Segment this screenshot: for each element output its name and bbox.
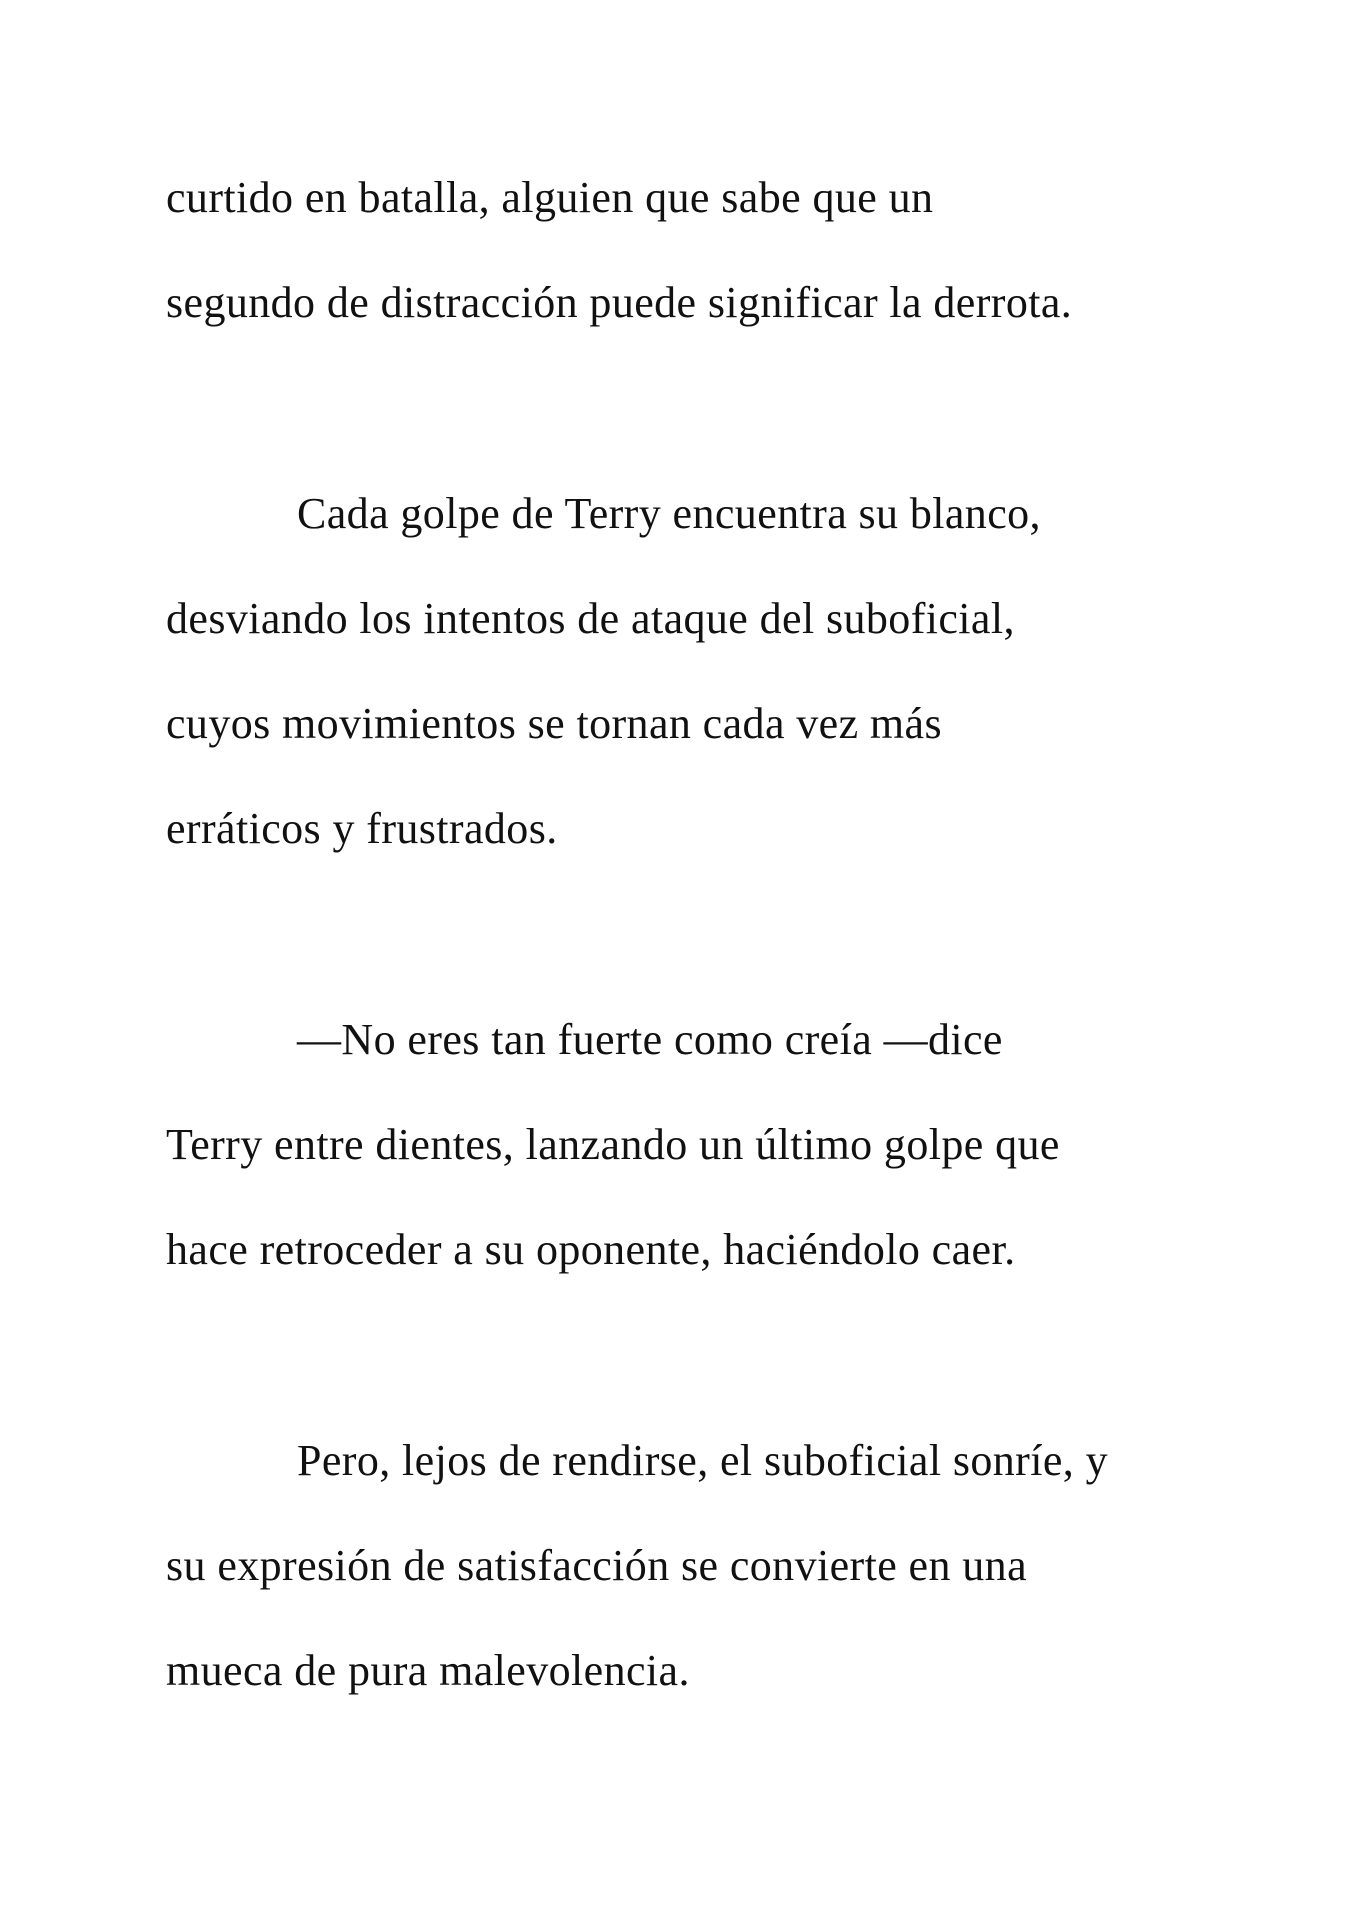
paragraph-line: cuyos movimientos se tornan cada vez más [166,699,943,748]
paragraph-line: mueca de pura malevolencia. [166,1646,690,1695]
paragraph-line: —No eres tan fuerte como creía —dice [297,1015,1003,1064]
paragraph-line: segundo de distracción puede significar la derrota. [166,278,1073,327]
paragraph-line: hace retroceder a su oponente, haciéndolo caer. [166,1225,1016,1274]
paragraph-line: Cada golpe de Terry encuentra su blanco, [297,489,1041,538]
paragraph-line: Terry entre dientes, lanzando un último golpe que [166,1120,1060,1169]
paragraph-line: su expresión de satisfacción se convierte en una [166,1541,1028,1590]
paragraph-line: erráticos y frustrados. [166,804,558,853]
paragraph-line: desviando los intentos de ataque del suboficial, [166,594,1015,643]
paragraph-line: curtido en batalla, alguien que sabe que un [166,173,934,222]
paragraph-line: Pero, lejos de rendirse, el suboficial sonríe, y [297,1436,1108,1485]
